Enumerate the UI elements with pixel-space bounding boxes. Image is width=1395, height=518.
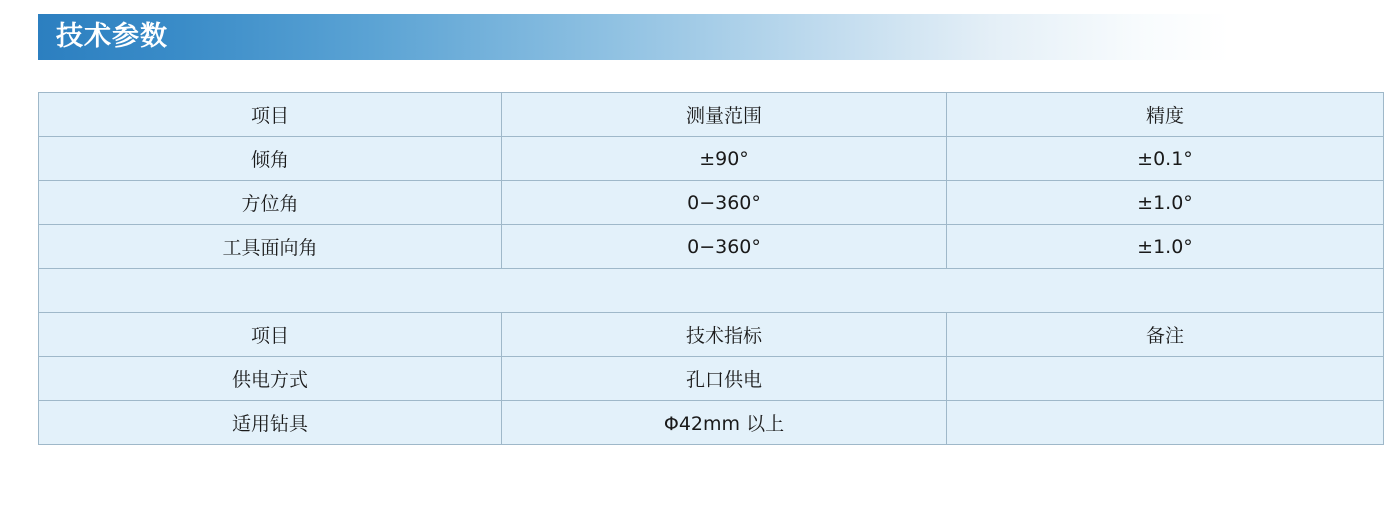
cell-remark xyxy=(947,401,1384,445)
table-row xyxy=(39,137,1384,181)
cell-item: 工具面向角 xyxy=(39,225,502,269)
cell-item: 适用钻具 xyxy=(39,401,502,445)
table-row xyxy=(39,181,1384,225)
page-title: 技术参数 xyxy=(56,21,168,52)
column-header-spec: 技术指标 xyxy=(502,313,947,357)
cell-spec: 孔口供电 xyxy=(502,357,947,401)
column-header-remark: 备注 xyxy=(947,313,1384,357)
table-row xyxy=(39,357,1384,401)
column-header-accuracy: 精度 xyxy=(947,93,1384,137)
cell-accuracy: ±1.0° xyxy=(947,225,1384,269)
table-header-row xyxy=(39,93,1384,137)
cell-accuracy: ±1.0° xyxy=(947,181,1384,225)
separator-cell xyxy=(39,269,1384,313)
table-separator-row xyxy=(39,269,1384,313)
table-header-row xyxy=(39,313,1384,357)
table-row xyxy=(39,225,1384,269)
section-header-banner xyxy=(38,14,1230,60)
cell-accuracy: ±0.1° xyxy=(947,137,1384,181)
cell-spec: Φ42mm 以上 xyxy=(502,401,947,445)
cell-item: 供电方式 xyxy=(39,357,502,401)
column-header-range: 测量范围 xyxy=(502,93,947,137)
cell-range: 0−360° xyxy=(502,225,947,269)
spec-table-container xyxy=(38,92,1356,445)
column-header-item: 项目 xyxy=(39,93,502,137)
cell-range: ±90° xyxy=(502,137,947,181)
column-header-item: 项目 xyxy=(39,313,502,357)
cell-range: 0−360° xyxy=(502,181,947,225)
cell-remark xyxy=(947,357,1384,401)
cell-item: 方位角 xyxy=(39,181,502,225)
technical-parameters-table xyxy=(38,92,1384,445)
table-row xyxy=(39,401,1384,445)
cell-item: 倾角 xyxy=(39,137,502,181)
